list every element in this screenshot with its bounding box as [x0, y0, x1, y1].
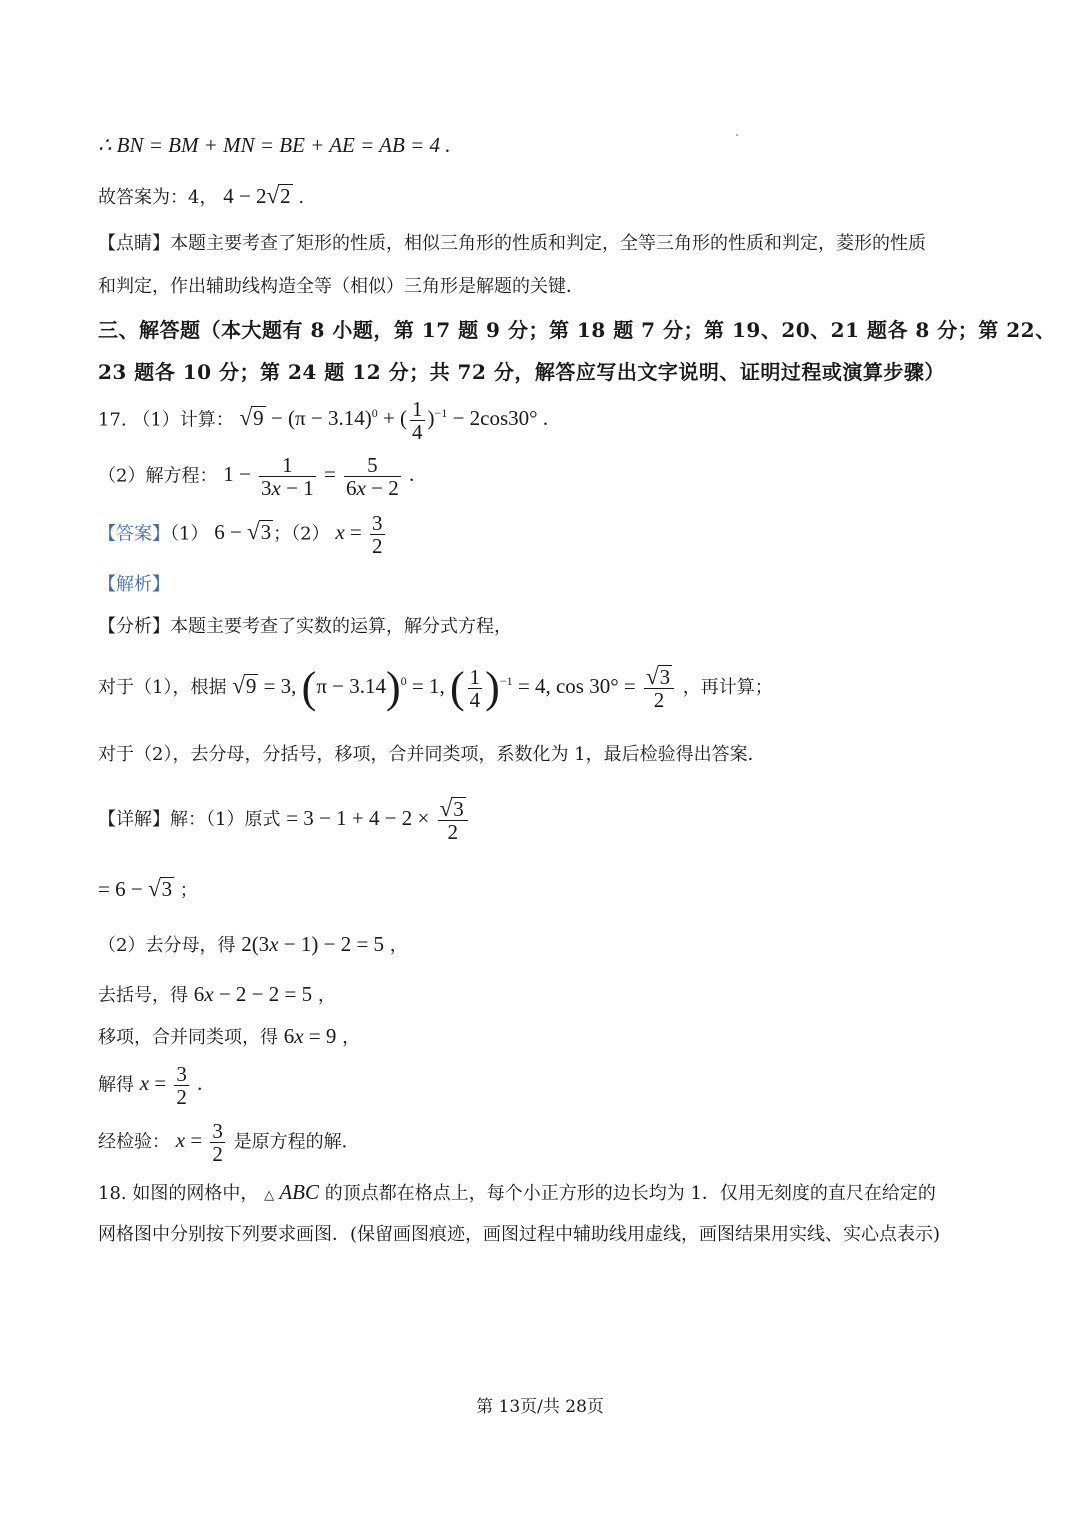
- detail-step4: 移项，合并同类项，得 6x = 9 ，: [98, 1024, 361, 1048]
- q17-part1: 17. （1）计算： $√9 - (\pi - 3.14)^0$ + ( $\frac{1}{4}$ )$^{-1}$ − 2cos30° .: [98, 397, 549, 444]
- detail-step5: 解得 x = $\frac{3}{2}$ .: [98, 1062, 203, 1109]
- detail-check: 经检验： x = $\frac{3}{2}$ 是原方程的解．: [98, 1119, 360, 1166]
- analysis-label: 【解析】: [98, 574, 170, 595]
- answer-line: 【答案】（1） 6 − √3 ；（2） x = $\frac{3}{2}$: [98, 511, 383, 558]
- solution-line-bn: ∴ BN = BM + MN = BE + AE = AB = 4 .: [98, 133, 451, 157]
- q18-line2: 网格图中分别按下列要求画图．(保留画图痕迹，画图过程中辅助线用虚线，画图结果用实线、实心点表示): [98, 1224, 941, 1245]
- answer-line-prev: 故答案为：4， 4 − 2√2 .: [98, 183, 305, 208]
- detail-step1: 【详解】解：（1）原式 = 3 − 1 + 4 − 2 × $\frac{√3}{2}$: [98, 797, 471, 843]
- page-footer: 第 13页/共 28页: [476, 1397, 604, 1417]
- detail-step3: 去括号，得 6x − 2 − 2 = 5 ，: [98, 982, 336, 1006]
- detail-step2: （2）去分母，得 2(3x − 1) − 2 = 5 ，: [98, 932, 408, 956]
- q17-part2: （2）解方程： 1 − $\frac{1}{3x - 1}$ = $\frac{5}{6x - 2}$ .: [98, 453, 415, 500]
- analysis-part1: 对于（1），根据 √9 = 3, $(\pi - 3.14)^0 = 1$, ( $\frac{1}{4}$ )$^{-1}$ = 4, cos 30° = $\frac{√3}{2}$ ，再计算；: [98, 663, 773, 712]
- analysis-line: 【分析】本题主要考查了实数的运算，解分式方程，: [98, 616, 512, 637]
- analysis-part2: 对于（2），去分母，分括号，移项，合并同类项，系数化为 1，最后检验得出答案．: [98, 744, 766, 765]
- detail-result1: = 6 − √3 ；: [98, 876, 198, 901]
- commentary-line-2: 和判定，作出辅助线构造全等（相似）三角形是解题的关键．: [98, 276, 584, 297]
- scan-dot: [736, 134, 738, 136]
- section-heading-2: 23 题各 10 分；第 24 题 12 分；共 72 分，解答应写出文字说明、证明过程或演算步骤）: [98, 360, 945, 384]
- section-heading-1: 三、解答题（本大题有 8 小题，第 17 题 9 分；第 18 题 7 分；第 19、20、21 题各 8 分；第 22、: [98, 318, 1056, 342]
- q18-line1: 18. 如图的网格中， △ ABC 的顶点都在格点上，每个小正方形的边长均为 1．仅用无刻度的直尺在给定的: [98, 1180, 936, 1204]
- commentary-line-1: 【点睛】本题主要考查了矩形的性质，相似三角形的性质和判定，全等三角形的性质和判定，菱形的性质: [98, 233, 926, 254]
